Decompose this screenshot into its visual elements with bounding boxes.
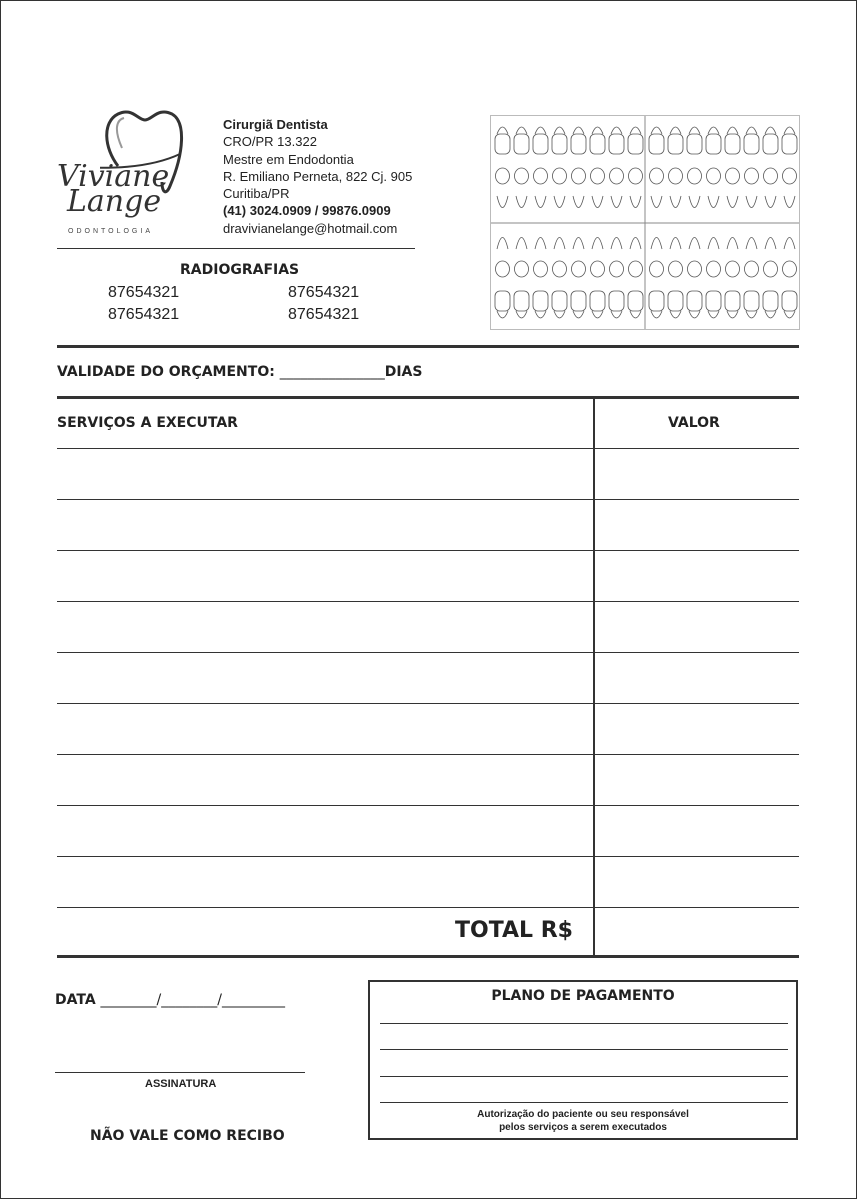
contact-title: Cirurgiã Dentista [223,117,328,132]
dental-chart [490,115,800,330]
authorization-line2: pelos serviços a serem executados [499,1122,667,1133]
tooth-outline [571,134,586,154]
tooth-outline [611,196,622,208]
logo-name-line1: Viviane [57,159,170,194]
date-row [55,992,285,1008]
tooth-outline [670,196,681,208]
tooth-outline [630,127,641,134]
service-value-field[interactable] [596,500,799,549]
contact-cro: CRO/PR 13.322 [223,134,317,150]
tooth-outline [746,311,757,318]
service-value-field[interactable] [596,602,799,651]
tooth-outline [649,291,664,311]
radiografia-number: 87654321 [108,284,180,301]
radiografia-number: 87654321 [108,306,180,323]
tooth-outline [649,134,664,154]
tooth-outline [535,311,546,318]
tooth-outline [708,196,719,208]
tooth-outline [745,168,759,184]
tooth-outline [746,127,757,134]
signature-line[interactable] [55,1072,305,1073]
service-value-field[interactable] [596,704,799,753]
tooth-outline [784,238,795,250]
logo [55,108,195,238]
tooth-outline [552,291,567,311]
date-field[interactable]: ________/________/_________ [100,992,285,1008]
tooth-outline [783,261,797,277]
tooth-outline [784,196,795,208]
tooth-outline [591,168,605,184]
tooth-outline [725,134,740,154]
tooth-outline [708,127,719,134]
tooth-outline [497,238,508,250]
date-label: DATA [55,992,96,1008]
tooth-outline [533,134,548,154]
tooth-outline [496,168,510,184]
tooth-outline [670,311,681,318]
tooth-outline [630,196,641,208]
contact-block [223,116,423,237]
service-description-field[interactable] [57,500,592,549]
tooth-outline [629,168,643,184]
tooth-outline [515,168,529,184]
col-services-header: SERVIÇOS A EXECUTAR [57,415,238,431]
table-column-divider [593,398,595,956]
tooth-outline [497,196,508,208]
table-bottom-rule [57,955,799,958]
tooth-outline [651,196,662,208]
contact-specialty: Mestre em Endodontia [223,151,354,167]
payment-plan-line[interactable] [380,1049,788,1050]
dental-chart-icon [491,116,799,329]
service-value-field[interactable] [596,449,799,498]
tooth-outline [689,311,700,318]
tooth-outline [590,134,605,154]
validade-days-field[interactable]: _______________ [279,364,385,380]
validade-row [57,364,422,380]
tooth-outline [784,311,795,318]
tooth-outline [727,127,738,134]
tooth-outline [669,168,683,184]
service-description-field[interactable] [57,449,592,498]
tooth-outline [763,134,778,154]
authorization-line1: Autorização do paciente ou seu responsável [477,1109,689,1120]
tooth-outline [497,311,508,318]
tooth-outline [650,261,664,277]
tooth-outline [629,261,643,277]
tooth-outline [573,196,584,208]
section-divider [57,345,799,348]
tooth-outline [708,238,719,250]
tooth-outline [746,196,757,208]
tooth-outline [514,134,529,154]
tooth-outline [533,291,548,311]
tooth-outline [610,261,624,277]
tooth-outline [784,127,795,134]
tooth-outline [591,261,605,277]
tooth-outline [708,311,719,318]
tooth-outline [782,291,797,311]
tooth-outline [516,238,527,250]
contact-address: R. Emiliano Perneta, 822 Cj. 905 [223,168,413,184]
tooth-outline [763,291,778,311]
tooth-outline [727,311,738,318]
service-value-field[interactable] [596,755,799,804]
tooth-outline [706,291,721,311]
tooth-outline [688,168,702,184]
tooth-outline [611,238,622,250]
tooth-outline [516,311,527,318]
tooth-outline [744,134,759,154]
service-description-field[interactable] [57,704,592,753]
tooth-outline [765,127,776,134]
col-value-header: VALOR [668,415,720,431]
tooth-outline [497,127,508,134]
tooth-outline [495,134,510,154]
tooth-outline [535,196,546,208]
radiografia-number: 87654321 [288,284,360,301]
tooth-outline [535,127,546,134]
contact-phones: (41) 3024.0909 / 99876.0909 [223,203,391,219]
tooth-outline [592,238,603,250]
tooth-outline [727,196,738,208]
tooth-outline [707,261,721,277]
tooth-outline [651,311,662,318]
tooth-outline [515,261,529,277]
radiografias-heading: RADIOGRAFIAS [180,262,300,278]
authorization-text [370,1108,796,1134]
radiografia-number: 87654321 [288,306,360,323]
tooth-outline [783,168,797,184]
tooth-outline [610,168,624,184]
contact-city: Curitiba/PR [223,186,290,202]
tooth-outline [554,196,565,208]
header-divider [57,248,415,249]
service-value-field[interactable] [596,857,799,906]
tooth-outline [516,127,527,134]
payment-plan-box [368,980,798,1140]
service-description-field[interactable] [57,806,592,855]
tooth-outline [554,127,565,134]
tooth-outline [628,134,643,154]
tooth-outline [572,168,586,184]
payment-plan-line[interactable] [380,1023,788,1024]
tooth-outline [554,238,565,250]
tooth-outline [553,168,567,184]
tooth-outline [764,168,778,184]
payment-plan-line[interactable] [380,1102,788,1103]
payment-plan-line[interactable] [380,1076,788,1077]
tooth-outline [592,127,603,134]
tooth-outline [726,168,740,184]
service-description-field[interactable] [57,755,592,804]
service-value-field[interactable] [596,653,799,702]
service-value-field[interactable] [596,551,799,600]
tooth-outline [495,291,510,311]
tooth-outline [668,291,683,311]
tooth-outline [611,127,622,134]
tooth-outline [534,261,548,277]
total-label: TOTAL R$ [455,918,573,943]
tooth-outline [572,261,586,277]
not-a-receipt-notice: NÃO VALE COMO RECIBO [90,1128,285,1144]
tooth-outline [707,168,721,184]
tooth-outline [592,196,603,208]
table-top-rule [57,396,799,399]
service-description-field[interactable] [57,551,592,600]
validade-suffix: DIAS [384,364,423,380]
tooth-outline [573,127,584,134]
tooth-outline [746,238,757,250]
validade-label: VALIDADE DO ORÇAMENTO: [57,364,275,380]
logo-name-line2: Lange [67,184,162,219]
tooth-outline [573,311,584,318]
tooth-outline [765,238,776,250]
tooth-outline [689,196,700,208]
tooth-outline [687,291,702,311]
tooth-outline [554,311,565,318]
tooth-outline [689,238,700,250]
tooth-outline [688,261,702,277]
tooth-outline [725,291,740,311]
logo-subtitle: ODONTOLOGIA [68,228,153,235]
tooth-outline [706,134,721,154]
tooth-outline [668,134,683,154]
tooth-outline [630,238,641,250]
service-description-field[interactable] [57,857,592,906]
tooth-outline [651,127,662,134]
tooth-outline [630,311,641,318]
tooth-outline [689,127,700,134]
tooth-outline [765,196,776,208]
tooth-outline [552,134,567,154]
tooth-outline [571,291,586,311]
service-description-field[interactable] [57,602,592,651]
tooth-outline [687,134,702,154]
tooth-outline [609,134,624,154]
tooth-outline [514,291,529,311]
tooth-outline [669,261,683,277]
service-value-field[interactable] [596,806,799,855]
payment-plan-heading: PLANO DE PAGAMENTO [491,988,675,1004]
tooth-outline [670,238,681,250]
tooth-outline [516,196,527,208]
tooth-outline [651,238,662,250]
tooth-outline [573,238,584,250]
contact-email: dravivianelange@hotmail.com [223,220,398,236]
tooth-outline [609,291,624,311]
tooth-outline [535,238,546,250]
tooth-outline [611,311,622,318]
tooth-outline [670,127,681,134]
signature-label: ASSINATURA [145,1078,217,1090]
tooth-outline [592,311,603,318]
tooth-outline [628,291,643,311]
tooth-outline [782,134,797,154]
service-description-field[interactable] [57,653,592,702]
tooth-outline [727,238,738,250]
tooth-outline [534,168,548,184]
tooth-outline [745,261,759,277]
tooth-outline [764,261,778,277]
tooth-outline [496,261,510,277]
tooth-outline [650,168,664,184]
tooth-outline [553,261,567,277]
total-value-field[interactable] [596,908,799,956]
tooth-outline [726,261,740,277]
tooth-outline [765,311,776,318]
tooth-outline [590,291,605,311]
tooth-outline [744,291,759,311]
